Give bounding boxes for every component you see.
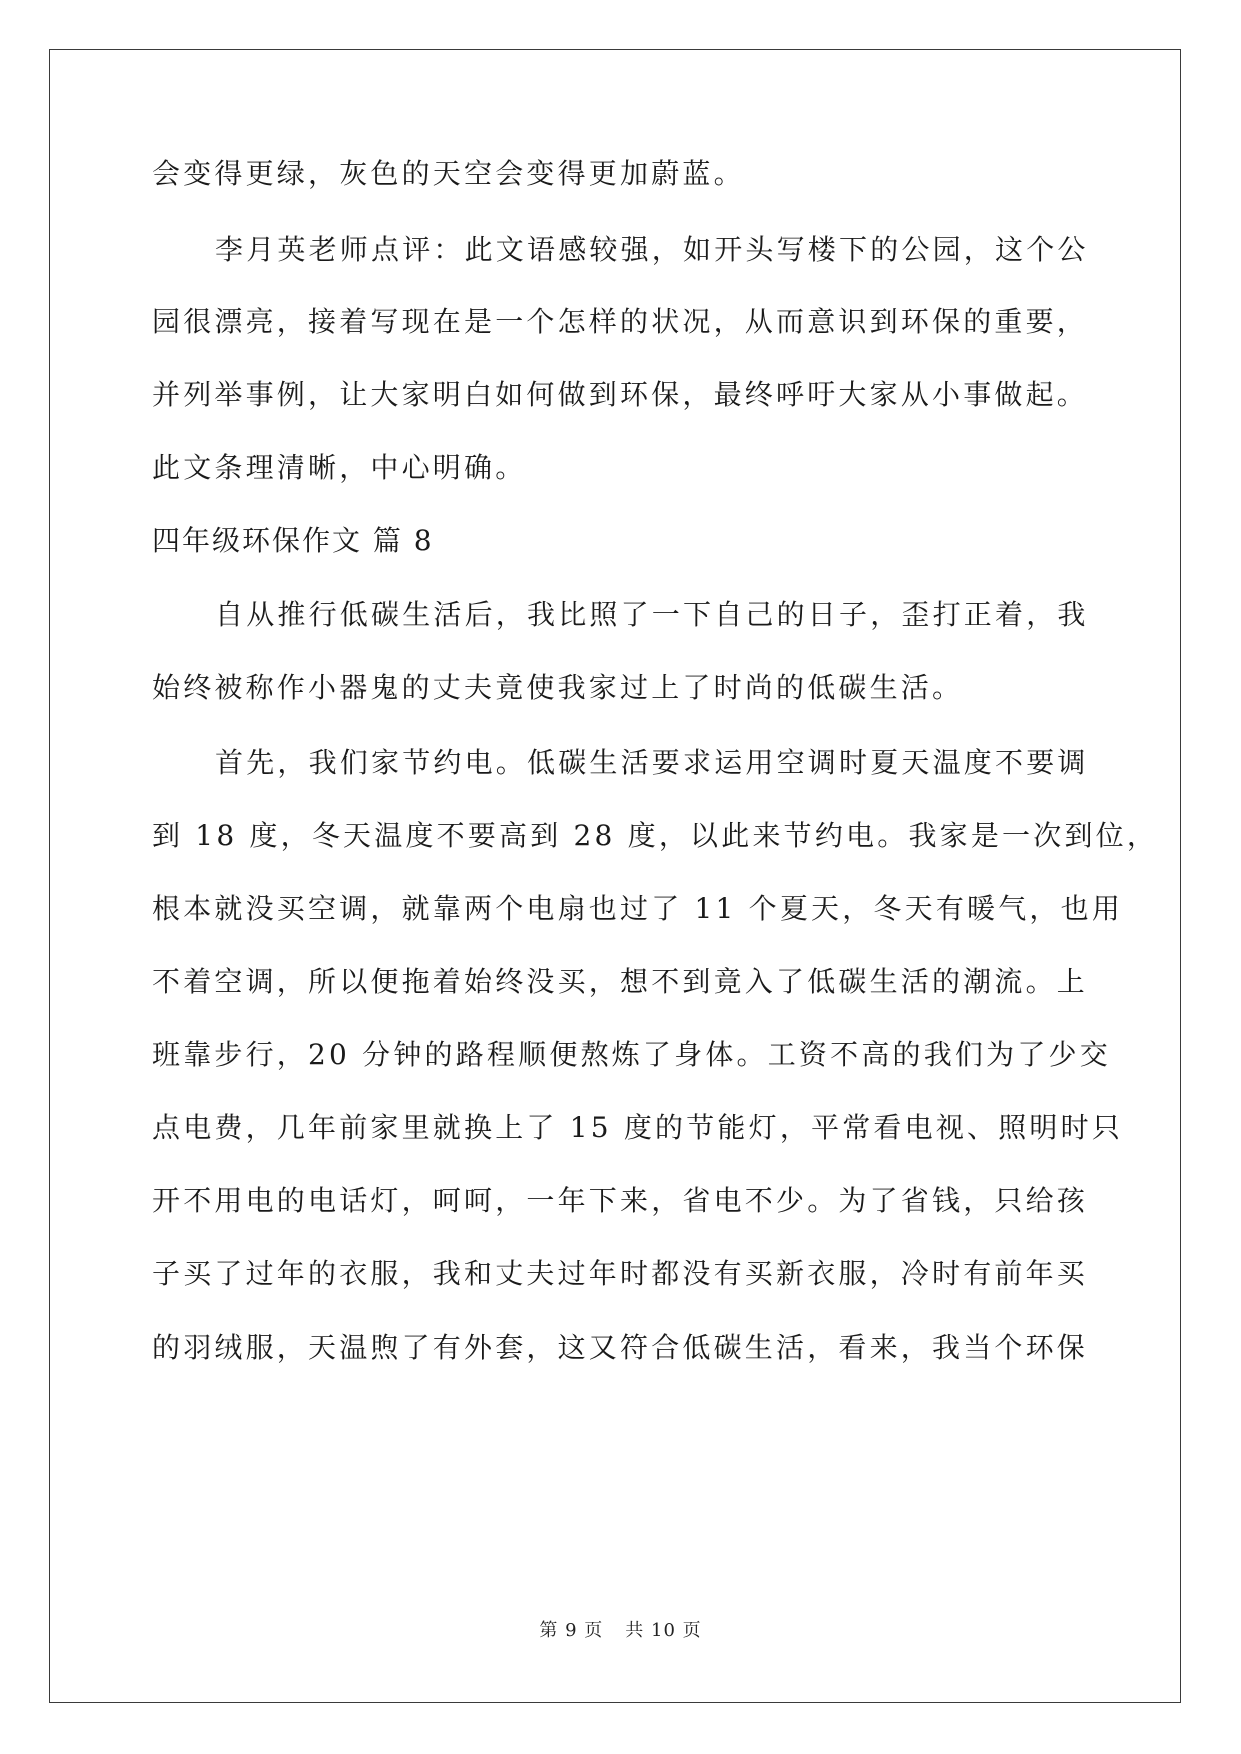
page-number-current: 第 9 页	[539, 1620, 604, 1641]
text-line: 点电费，几年前家里就换上了 15 度的节能灯，平常看电视、照明时只	[152, 1111, 1124, 1144]
text-line: 子买了过年的衣服，我和丈夫过年时都没有买新衣服，冷时有前年买	[152, 1257, 1089, 1290]
text-line: 开不用电的电话灯，呵呵，一年下来，省电不少。为了省钱，只给孩	[152, 1184, 1089, 1217]
page-border	[49, 49, 1181, 1703]
text-line: 班靠步行，20 分钟的路程顺便熬炼了身体。工资不高的我们为了少交	[152, 1038, 1111, 1071]
text-line: 到 18 度，冬天温度不要高到 28 度，以此来节约电。我家是一次到位，	[152, 819, 1159, 852]
text-line: 园很漂亮，接着写现在是一个怎样的状况，从而意识到环保的重要，	[152, 305, 1089, 338]
text-line: 李月英老师点评：此文语感较强，如开头写楼下的公园，这个公	[215, 233, 1089, 266]
section-heading: 四年级环保作文 篇 8	[152, 524, 434, 557]
page-footer	[0, 1616, 1241, 1642]
text-line: 不着空调，所以便拖着始终没买，想不到竟入了低碳生活的潮流。上	[152, 965, 1089, 998]
page-number-total: 共 10 页	[625, 1620, 702, 1641]
text-line: 的羽绒服，天温煦了有外套，这又符合低碳生活，看来，我当个环保	[152, 1331, 1089, 1364]
text-line: 此文条理清晰，中心明确。	[152, 451, 527, 484]
text-line: 首先，我们家节约电。低碳生活要求运用空调时夏天温度不要调	[215, 746, 1089, 779]
text-line: 根本就没买空调，就靠两个电扇也过了 11 个夏天，冬天有暖气，也用	[152, 892, 1124, 925]
text-line: 自从推行低碳生活后，我比照了一下自己的日子，歪打正着，我	[215, 598, 1089, 631]
text-line: 始终被称作小器鬼的丈夫竟使我家过上了时尚的低碳生活。	[152, 671, 964, 704]
text-line: 并列举事例，让大家明白如何做到环保，最终呼吁大家从小事做起。	[152, 378, 1089, 411]
text-line: 会变得更绿，灰色的天空会变得更加蔚蓝。	[152, 157, 745, 190]
